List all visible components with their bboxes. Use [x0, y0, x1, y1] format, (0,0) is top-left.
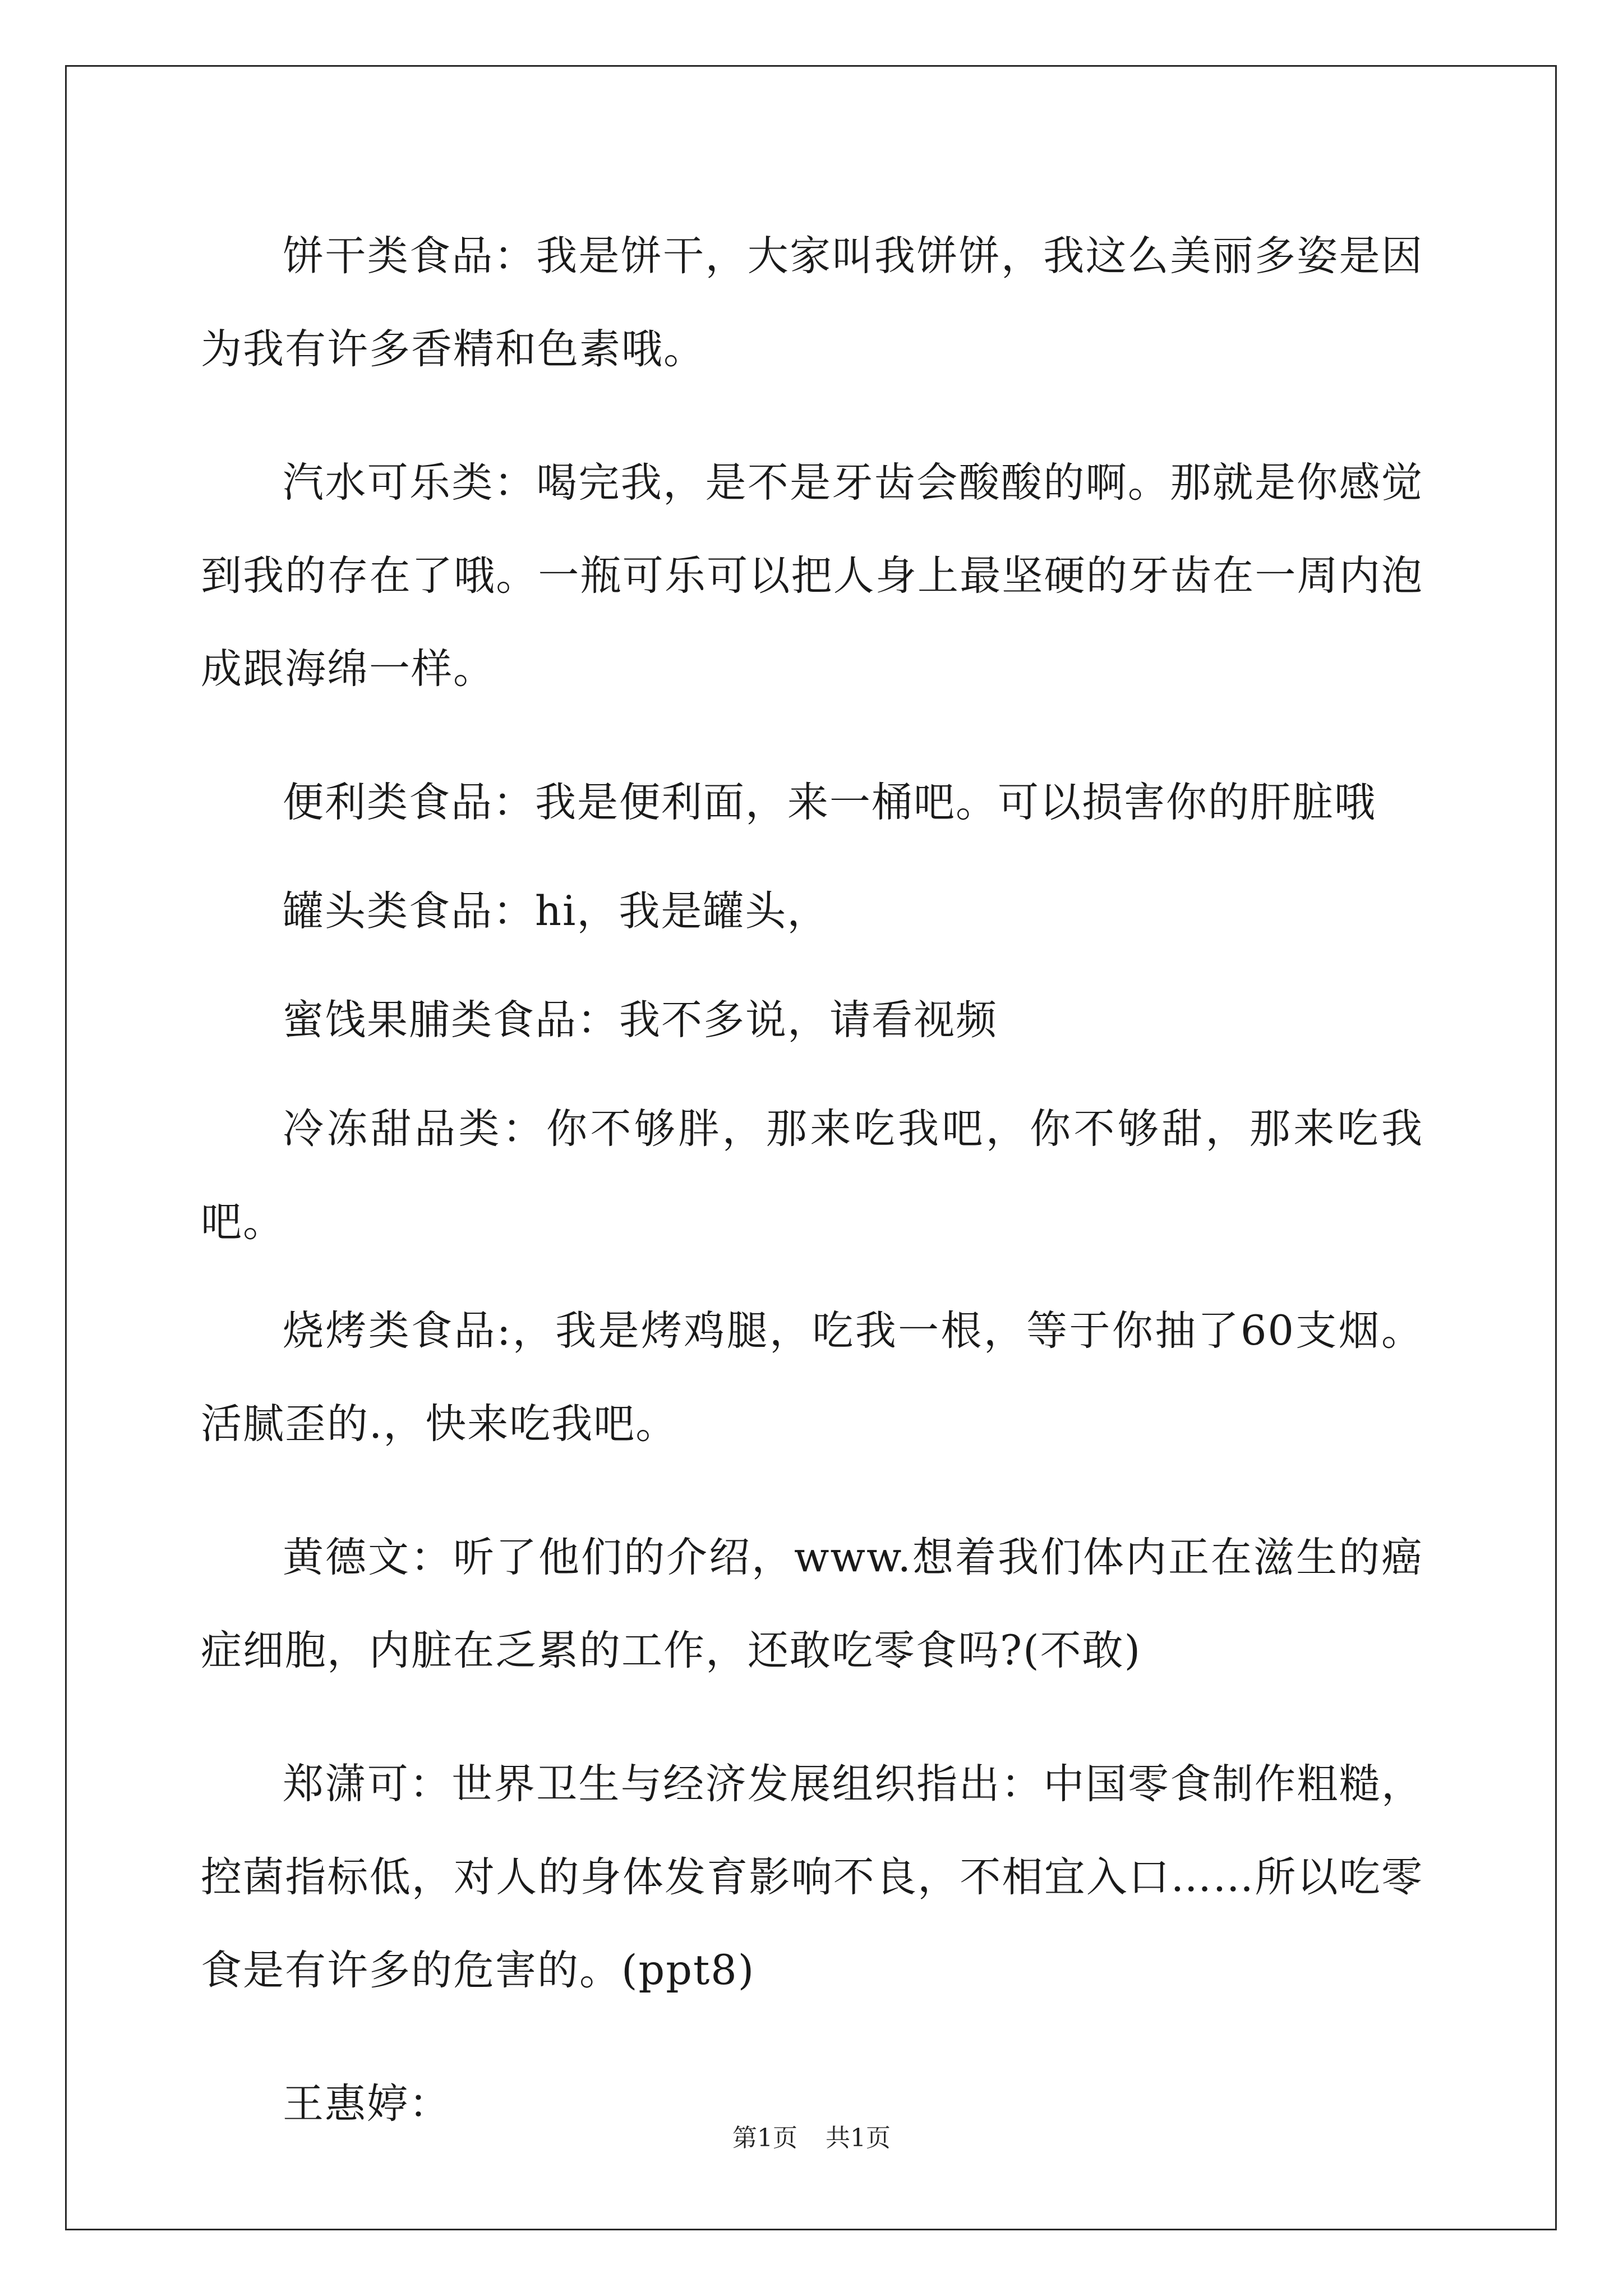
paragraph-canned-food: 罐头类食品：hi，我是罐头，	[283, 887, 829, 935]
paragraph-frozen-desserts: 冷冻甜品类：你不够胖，那来吃我吧，你不够甜，那来吃我吧。	[201, 1105, 1423, 1246]
paragraph-instant-noodles: 便利类食品：我是便利面，来一桶吧。可以损害你的肝脏哦	[283, 779, 1376, 826]
page-footer	[0, 2122, 1623, 2155]
paragraph-preserved-fruit: 蜜饯果脯类食品：我不多说，请看视频	[283, 996, 998, 1044]
paragraph-barbecue: 烧烤类食品:，我是烤鸡腿，吃我一根，等于你抽了60支烟。活腻歪的.，快来吃我吧。	[201, 1307, 1423, 1448]
paragraph-wang-huiting: 王惠婷：	[283, 2080, 451, 2128]
paragraph-huang-dewen: 黄德文：听了他们的介绍，www.想着我们体内正在滋生的癌症细胞，内脏在乏累的工作，还敢吃零食吗?(不敢)	[201, 1534, 1423, 1674]
paragraph-biscuits: 饼干类食品：我是饼干，大家叫我饼饼，我这么美丽多姿是因为我有许多香精和色素哦。	[201, 232, 1423, 373]
document-body	[201, 210, 1423, 2191]
page-number-current: 第1页	[732, 2124, 797, 2152]
paragraph-soda: 汽水可乐类：喝完我，是不是牙齿会酸酸的啊。那就是你感觉到我的存在了哦。一瓶可乐可以把人身上最坚硬的牙齿在一周内泡成跟海绵一样。	[201, 459, 1423, 693]
paragraph-zheng-xiaoke: 郑潇可：世界卫生与经济发展组织指出：中国零食制作粗糙，控菌指标低，对人的身体发育影响不良，不相宜入口……所以吃零食是有许多的危害的。(ppt8)	[201, 1760, 1423, 1994]
page-number-total: 共1页	[826, 2124, 891, 2152]
